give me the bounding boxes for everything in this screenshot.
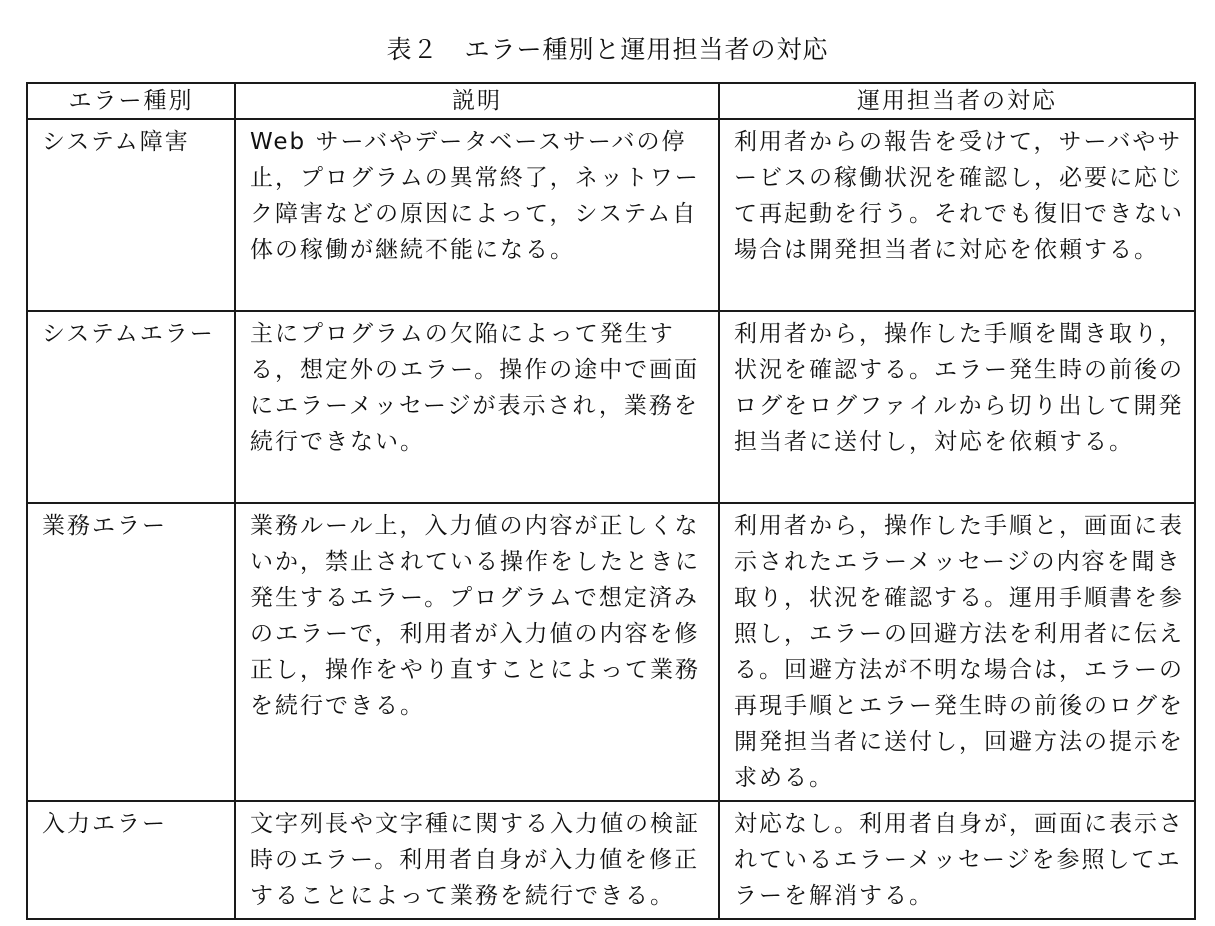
cell-error-type: 業務エラー — [27, 503, 235, 801]
table-row — [27, 503, 1195, 801]
cell-description: 文字列長や文字種に関する入力値の検証時のエラー。利用者自身が入力値を修正することによって業務を続行できる。 — [235, 801, 719, 919]
header-description: 説明 — [235, 83, 719, 119]
cell-operator-response: 利用者からの報告を受けて，サーバやサービスの稼働状況を確認し，必要に応じて再起動を行う。それでも復旧できない場合は開発担当者に対応を依頼する。 — [719, 119, 1195, 311]
cell-error-type: システム障害 — [27, 119, 235, 311]
cell-operator-response: 対応なし。利用者自身が，画面に表示されているエラーメッセージを参照してエラーを解消する。 — [719, 801, 1195, 919]
table-row — [27, 119, 1195, 311]
header-error-type: エラー種別 — [27, 83, 235, 119]
cell-error-type: システムエラー — [27, 311, 235, 503]
cell-description: 主にプログラムの欠陥によって発生する，想定外のエラー。操作の途中で画面にエラーメッセージが表示され，業務を続行できない。 — [235, 311, 719, 503]
cell-operator-response: 利用者から，操作した手順を聞き取り，状況を確認する。エラー発生時の前後のログをログファイルから切り出して開発担当者に送付し，対応を依頼する。 — [719, 311, 1195, 503]
table-title: 表２ エラー種別と運用担当者の対応 — [386, 35, 829, 64]
table-row — [27, 801, 1195, 919]
cell-description: 業務ルール上，入力値の内容が正しくないか，禁止されている操作をしたときに発生するエラー。プログラムで想定済みのエラーで，利用者が入力値の内容を修正し，操作をやり直すことによって業務を続行できる。 — [235, 503, 719, 801]
cell-description: Web サーバやデータベースサーバの停止，プログラムの異常終了，ネットワーク障害などの原因によって，システム自体の稼働が継続不能になる。 — [235, 119, 719, 311]
table-row — [27, 311, 1195, 503]
error-response-table — [26, 82, 1196, 920]
header-row — [27, 83, 1195, 119]
cell-error-type: 入力エラー — [27, 801, 235, 919]
header-operator-response: 運用担当者の対応 — [719, 83, 1195, 119]
cell-operator-response: 利用者から，操作した手順と，画面に表示されたエラーメッセージの内容を聞き取り，状況を確認する。運用手順書を参照し，エラーの回避方法を利用者に伝える。回避方法が不明な場合は，エラーの再現手順とエラー発生時の前後のログを開発担当者に送付し，回避方法の提示を求める。 — [719, 503, 1195, 801]
